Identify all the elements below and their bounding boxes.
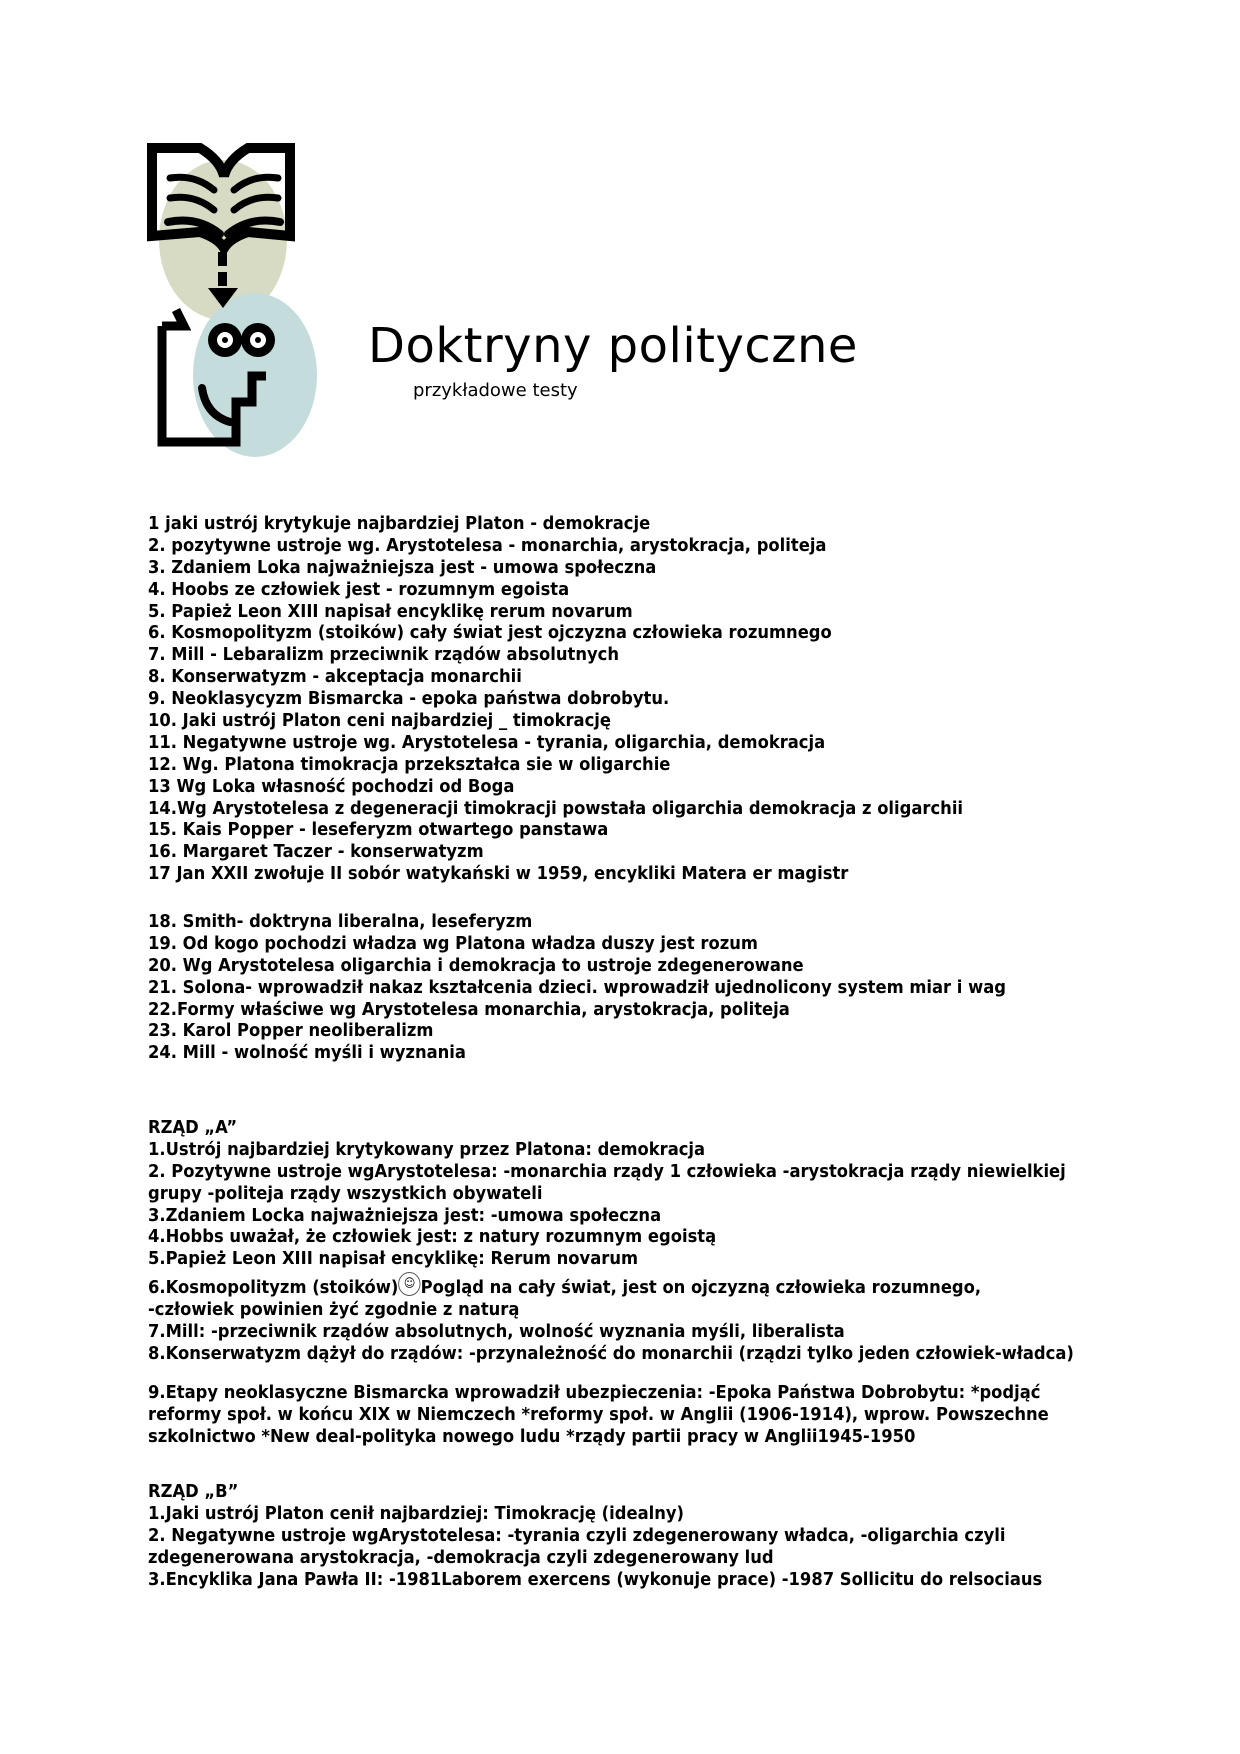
- list-item: 8.Konserwatyzm dążył do rządów: -przynależność do monarchii (rządzi tylko jeden człowiek-władca): [148, 1343, 1074, 1364]
- section-rzad-a: [148, 1118, 1074, 1366]
- list-item: reformy społ. w końcu XIX w Niemczech *reformy społ. w Anglii (1906-1914), wprow. Powszechne: [148, 1404, 1049, 1425]
- list-item: 4. Hoobs ze człowiek jest - rozumnym egoista: [148, 579, 570, 600]
- list-item: szkolnictwo *New deal-polityka nowego ludu *rządy partii pracy w Anglii1945-1950: [148, 1426, 916, 1447]
- list-item: 2. Pozytywne ustroje wgArystotelesa: -monarchia rządy 1 człowieka -arystokracja rządy niewielkiej: [148, 1161, 1066, 1182]
- document-title: Doktryny polityczne: [368, 318, 858, 374]
- list-item: 3.Zdaniem Locka najważniejsza jest: -umowa społeczna: [148, 1205, 662, 1226]
- list-item: 10. Jaki ustrój Platon ceni najbardziej _ timokrację: [148, 711, 611, 732]
- list-item: 17 Jan XXII zwołuje II sobór watykański w 1959, encykliki Matera er magistr: [148, 864, 849, 885]
- list-item: 6. Kosmopolityzm (stoików) cały świat jest ojczyzna człowieka rozumnego: [148, 623, 832, 644]
- list-item: 19. Od kogo pochodzi władza wg Platona władza duszy jest rozum: [148, 933, 758, 954]
- section-heading: RZĄD „A”: [148, 1118, 238, 1138]
- section-rzad-a-item9: [148, 1383, 1049, 1449]
- item-prefix: 6.Kosmopolityzm (stoików): [148, 1278, 399, 1299]
- list-item: 12. Wg. Platona timokracja przekształca sie w oligarchie: [148, 754, 671, 775]
- list-item: 13 Wg Loka własność pochodzi od Boga: [148, 776, 515, 797]
- list-item: 24. Mill - wolność myśli i wyznania: [148, 1043, 466, 1064]
- list-item: 14.Wg Arystotelesa z degeneracji timokracji powstała oligarchia demokracja z oligarchii: [148, 798, 964, 819]
- question-list-part2: [148, 912, 1006, 1065]
- list-item: 18. Smith- doktryna liberalna, leseferyzm: [148, 912, 533, 932]
- list-item: 5.Papież Leon XIII napisał encyklikę: Rerum novarum: [148, 1249, 639, 1270]
- list-item: [148, 1278, 1074, 1300]
- list-item: 2. pozytywne ustroje wg. Arystotelesa - monarchia, arystokracja, politeja: [148, 535, 827, 556]
- list-item: 3. Zdaniem Loka najważniejsza jest - umowa społeczna: [148, 557, 657, 578]
- list-item: -człowiek powinien żyć zgodnie z naturą: [148, 1300, 520, 1321]
- list-item: 9.Etapy neoklasyczne Bismarcka wprowadził ubezpieczenia: -Epoka Państwa Dobrobytu: *podjąć: [148, 1383, 1041, 1403]
- list-item: 20. Wg Arystotelesa oligarchia i demokracja to ustroje zdegenerowane: [148, 955, 804, 976]
- list-item: 23. Karol Popper neoliberalizm: [148, 1021, 434, 1042]
- list-item: 7.Mill: -przeciwnik rządów absolutnych, wolność wyznania myśli, liberalista: [148, 1322, 845, 1343]
- section-heading: RZĄD „B”: [148, 1482, 239, 1502]
- list-item: 4.Hobbs uważał, że człowiek jest: z natury rozumnym egoistą: [148, 1227, 717, 1248]
- list-item: 3.Encyklika Jana Pawła II: -1981Laborem exercens (wykonuje prace) -1987 Sollicitu do relsociaus: [148, 1569, 1043, 1590]
- smiley-emoji-icon: ☺: [398, 1272, 420, 1296]
- document-subtitle: przykładowe testy: [413, 380, 578, 401]
- list-item: 1.Jaki ustrój Platon cenił najbardziej: Timokrację (idealny): [148, 1503, 685, 1524]
- list-item: 9. Neoklasycyzm Bismarcka - epoka państwa dobrobytu.: [148, 689, 670, 710]
- list-item: 2. Negatywne ustroje wgArystotelesa: -tyrania czyli zdegenerowany władca, -oligarchia czyli: [148, 1525, 1006, 1546]
- list-item: 22.Formy właściwe wg Arystotelesa monarchia, arystokracja, politeja: [148, 999, 790, 1020]
- list-item: 1.Ustrój najbardziej krytykowany przez Platona: demokracja: [148, 1139, 706, 1160]
- list-item: zdegenerowana arystokracja, -demokracja czyli zdegenerowany lud: [148, 1547, 774, 1568]
- list-item: 1 jaki ustrój krytykuje najbardziej Platon - demokracje: [148, 514, 651, 534]
- section-rzad-b: [148, 1482, 1042, 1591]
- question-list-part1: [148, 514, 963, 886]
- item-suffix: Pogląd na cały świat, jest on ojczyzną człowieka rozumnego,: [420, 1278, 982, 1299]
- list-item: 5. Papież Leon XIII napisał encyklikę rerum novarum: [148, 601, 633, 622]
- list-item: grupy -politeja rządy wszystkich obywateli: [148, 1183, 543, 1204]
- list-item: 7. Mill - Lebaralizm przeciwnik rządów absolutnych: [148, 645, 620, 666]
- book-head-logo-icon: [140, 140, 340, 460]
- list-item: 16. Margaret Taczer - konserwatyzm: [148, 842, 484, 863]
- list-item: 15. Kais Popper - leseferyzm otwartego panstawa: [148, 820, 609, 841]
- list-item: 21. Solona- wprowadził nakaz kształcenia dzieci. wprowadził ujednolicony system miar i wag: [148, 977, 1006, 998]
- list-item: 11. Negatywne ustroje wg. Arystotelesa - tyrania, oligarchia, demokracja: [148, 732, 826, 753]
- list-item: 8. Konserwatyzm - akceptacja monarchii: [148, 667, 522, 688]
